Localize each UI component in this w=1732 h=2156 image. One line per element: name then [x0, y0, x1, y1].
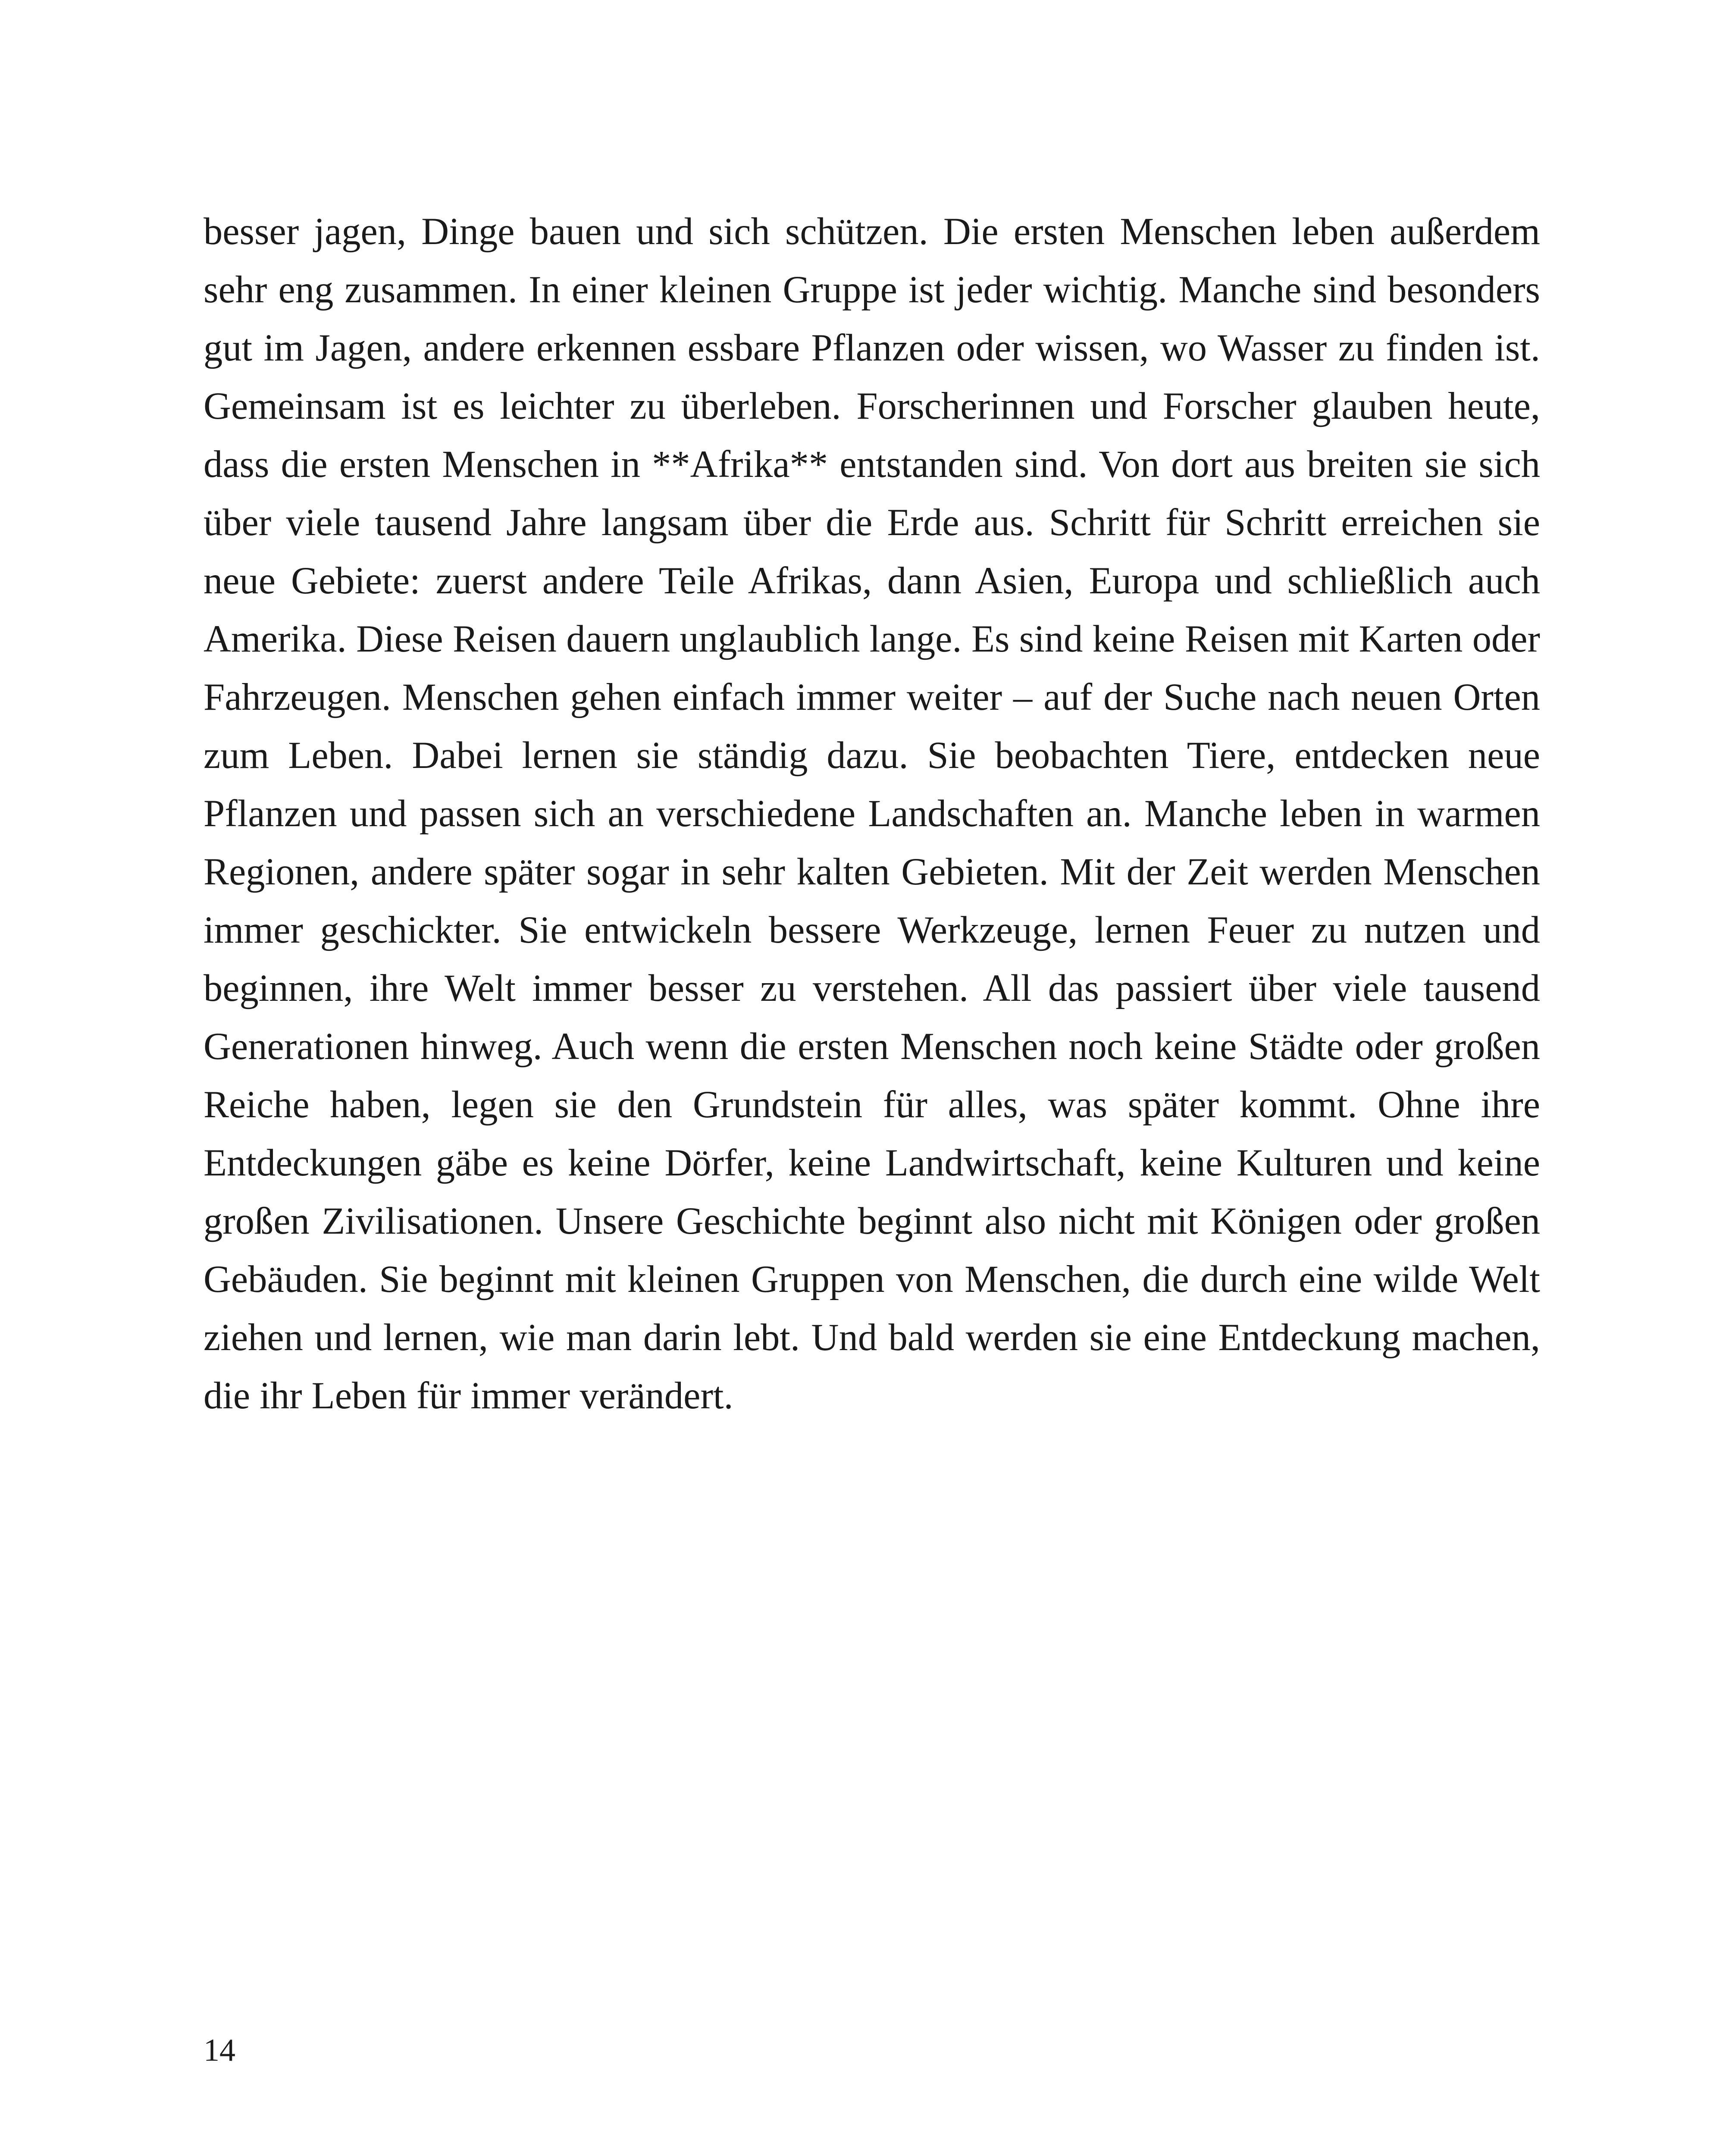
- page-number: 14: [204, 2033, 235, 2068]
- body-paragraph: besser jagen, Dinge bauen und sich schützen. Die ersten Menschen leben außerdem sehr eng zusammen. In einer kleinen Gruppe ist jeder wichtig. Manche sind besonders gut im Jagen, andere erkennen essbare Pflanzen oder wissen, wo Wasser zu finden ist. Gemeinsam ist es leichter zu überleben. Forscherinnen und Forscher glauben heute, dass die ersten Menschen in **Afrika** entstanden sind. Von dort aus breiten sie sich über viele tausend Jahre langsam über die Erde aus. Schritt für Schritt erreichen sie neue Gebiete: zuerst andere Teile Afrikas, dann Asien, Europa und schließlich auch Amerika. Diese Reisen dauern unglaublich lange. Es sind keine Reisen mit Karten oder Fahrzeugen. Menschen gehen einfach immer weiter – auf der Suche nach neuen Orten zum Leben. Dabei lernen sie ständig dazu. Sie beobachten Tiere, entdecken neue Pflanzen und passen sich an verschiedene Landschaften an. Manche leben in warmen Regionen, andere später sogar in sehr kalten Gebieten. Mit der Zeit werden Menschen immer geschickter. Sie entwickeln bessere Werkzeuge, lernen Feuer zu nutzen und beginnen, ihre Welt immer besser zu verstehen. All das passiert über viele tausend Generationen hinweg. Auch wenn die ersten Menschen noch keine Städte oder großen Reiche haben, legen sie den Grundstein für alles, was später kommt. Ohne ihre Entdeckungen gäbe es keine Dörfer, keine Landwirtschaft, keine Kulturen und keine großen Zivilisationen. Unsere Geschichte beginnt also nicht mit Königen oder großen Gebäuden. Sie beginnt mit kleinen Gruppen von Menschen, die durch eine wilde Welt ziehen und lernen, wie man darin lebt. Und bald werden sie eine Entdeckung machen, die ihr Leben für immer verändert.: [204, 210, 1540, 1417]
